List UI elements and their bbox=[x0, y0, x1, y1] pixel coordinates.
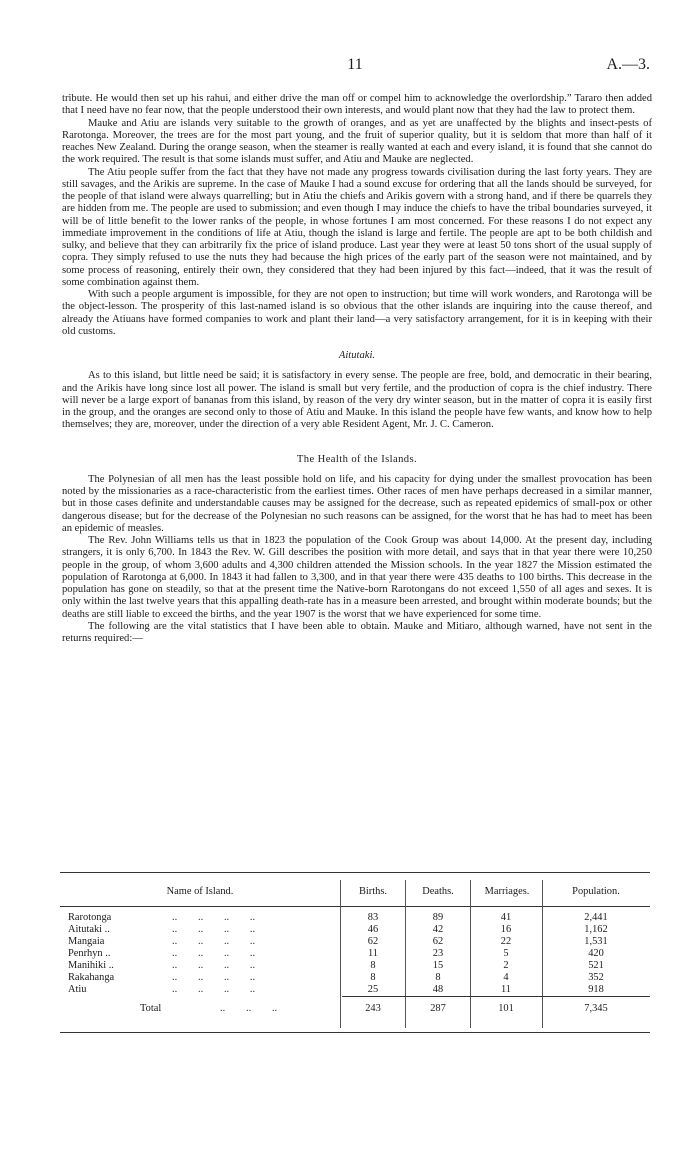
marriages-value: 41 bbox=[500, 912, 512, 923]
section-title-aitutaki: Aitutaki. bbox=[338, 350, 376, 361]
population-value: 352 bbox=[588, 972, 604, 983]
table-top-rule bbox=[60, 872, 650, 873]
leader-dots: .. .. .. .. bbox=[172, 936, 256, 947]
leader-dots: .. .. .. .. bbox=[172, 948, 256, 959]
table-total-row bbox=[60, 1003, 650, 1015]
leader-dots: .. .. .. .. bbox=[172, 960, 256, 971]
deaths-value: 23 bbox=[432, 948, 444, 959]
births-value: 8 bbox=[370, 972, 376, 983]
table-row bbox=[60, 912, 650, 924]
table-row bbox=[60, 924, 650, 936]
body-text bbox=[62, 93, 652, 645]
total-population: 7,345 bbox=[584, 1003, 608, 1014]
paragraph: The Atiu people suffer from the fact that they have not made any progress towards civilisation during the last forty years. They are still savages, and the Arikis are supreme. In the case of Mauke I had a sound excuse for ordering that all the lands should be surveyed, for the people of that island were always quarrelling; but in Atiu the chiefs and Arikis govern with a strong hand, and if there be quarrels they are hidden from me. The people are used to submission; and even though I may induce the chiefs to have the tribal boundaries surveyed, it will be of little benefit to the lower ranks of the people, in whose fortunes I am most concerned. For these reasons I do not expect any immediate improvement in the conditions of life at Atiu, though the island is large and fertile. The people are apt to be both childish and sulky, and believe that they can arbitrarily fix the price of island produce. Last year they were at least 50 tons short of the usual supply of copra. They simply refused to use the nuts they had because the high prices of the early part of the season were not maintained, and by some process of reasoning, entirely their own, they considered that they had been injured by this fact—indeed, that it was the result of some combination against them. bbox=[62, 166, 652, 288]
paragraph: As to this island, but little need be said; it is satisfactory in every sense. The people are free, bold, and democratic in their bearing, and the Arikis have long since lost all power. The island is small but very fertile, and the production of copra is the chief industry. There will never be a large export of bananas from this island, by reason of the very dry winter season, but in the matter of copra it is easily first in the group, and the oranges are second only to those of Atiu and Mauke. In this island the people have few wants, and know how to help themselves; they are, moreover, under the direction of a very able Resident Agent, Mr. J. C. Cameron. bbox=[62, 370, 652, 431]
island-name: Mangaia bbox=[68, 936, 105, 947]
table-header-rule bbox=[60, 906, 650, 907]
total-label: Total bbox=[140, 1003, 162, 1014]
island-name: Rarotonga bbox=[68, 912, 112, 923]
section-title-health: The Health of the Islands. bbox=[296, 453, 418, 465]
page-number: 11 bbox=[347, 56, 363, 73]
document-reference: A.—3. bbox=[606, 56, 650, 73]
population-value: 521 bbox=[588, 960, 604, 971]
header-name-of-island: Name of Island. bbox=[166, 886, 234, 897]
marriages-value: 4 bbox=[503, 972, 509, 983]
population-value: 420 bbox=[588, 948, 604, 959]
deaths-value: 8 bbox=[435, 972, 441, 983]
deaths-value: 42 bbox=[432, 924, 444, 935]
births-value: 25 bbox=[367, 984, 379, 995]
deaths-value: 15 bbox=[432, 960, 444, 971]
population-value: 2,441 bbox=[584, 912, 608, 923]
deaths-value: 48 bbox=[432, 984, 444, 995]
table-bottom-rule bbox=[60, 1032, 650, 1033]
births-value: 46 bbox=[367, 924, 379, 935]
marriages-value: 2 bbox=[503, 960, 509, 971]
island-name: Rakahanga bbox=[68, 972, 115, 983]
table-row bbox=[60, 984, 650, 996]
paragraph: The following are the vital statistics that I have been able to obtain. Mauke and Mitiaro, although warned, have not sent in the returns required:— bbox=[62, 620, 652, 644]
leader-dots: .. .. .. .. bbox=[172, 984, 256, 995]
births-value: 11 bbox=[367, 948, 378, 959]
population-value: 918 bbox=[588, 984, 604, 995]
births-value: 83 bbox=[367, 912, 379, 923]
population-value: 1,162 bbox=[584, 924, 608, 935]
header-deaths: Deaths. bbox=[422, 886, 454, 897]
island-name: Atiu bbox=[68, 984, 87, 995]
marriages-value: 16 bbox=[500, 924, 512, 935]
marriages-value: 11 bbox=[500, 984, 511, 995]
island-name: Aitutaki .. bbox=[68, 924, 110, 935]
paragraph: Mauke and Atiu are islands very suitable to the growth of oranges, and as yet are unaffected by the blights and insect-pests of Rarotonga. Moreover, the trees are for the most part young, and the fruit of superior quality, but it is seldom that more than half of it reaches New Zealand. During the orange season, when the steamer is really wanted at each and every island, it is found that she cannot do the work required. The result is that some islands must suffer, and Atiu and Mauke are neglected. bbox=[62, 117, 652, 166]
table-row bbox=[60, 960, 650, 972]
header-population: Population. bbox=[572, 886, 620, 897]
deaths-value: 89 bbox=[432, 912, 444, 923]
births-value: 8 bbox=[370, 960, 376, 971]
population-value: 1,531 bbox=[584, 936, 608, 947]
table-row bbox=[60, 972, 650, 984]
island-name: Penrhyn .. bbox=[68, 948, 111, 959]
table-row bbox=[60, 948, 650, 960]
total-rule bbox=[342, 996, 650, 997]
page-header bbox=[60, 56, 650, 78]
total-deaths: 287 bbox=[430, 1003, 446, 1014]
table-row bbox=[60, 936, 650, 948]
deaths-value: 62 bbox=[432, 936, 444, 947]
paragraph: The Rev. John Williams tells us that in 1823 the population of the Cook Group was about 14,000. At the present day, including strangers, it is only 6,700. In 1843 the Rev. W. Gill describes the position with more detail, and says that in that year there were 10,250 people in the group, of whom 3,600 adults and 4,300 children attended the Mission schools. In the year 1827 the Mission estimated the population of Rarotonga at 6,000. In 1843 it had fallen to 3,300, and in that year there were 435 deaths to 100 births. This decrease in the population has gone on steadily, so that at the present time the Native-born Rarotongans do not exceed 1,550 of all ages and sexes. It is only within the last twelve years that this appalling death-rate has in a measure been arrested, and brought within moderate bounds; but the deaths are still liable to exceed the births, and the year 1907 is the worst that we have experienced for some time. bbox=[62, 535, 652, 620]
paragraph: The Polynesian of all men has the least possible hold on life, and his capacity for dying under the smallest provocation has been noted by the missionaries as a race-characteristic from the earliest times. Other races of men have perhaps decreased in a similar manner, but in those cases definite and understandable causes may be assigned for the decrease, such as repeated epidemics of small-pox or other dangerous disease; but for the decrease of the Polynesian no such reasons can be assigned, for the worst that he has had to meet has been an epidemic of measles. bbox=[62, 473, 652, 534]
leader-dots: .. .. .. .. bbox=[172, 912, 256, 923]
leader-dots: .. .. .. bbox=[220, 1003, 278, 1014]
paragraph: With such a people argument is impossible, for they are not open to instruction; but time will work wonders, and Rarotonga will be the object-lesson. The prosperity of this last-named island is so obvious that the other islands are inquiring into the cause thereof, and already the Atiuans have formed companies to work and plant their land—a very satisfactory arrangement, for it is in keeping with their old customs. bbox=[62, 289, 652, 337]
header-marriages: Marriages. bbox=[484, 886, 530, 897]
marriages-value: 22 bbox=[500, 936, 512, 947]
leader-dots: .. .. .. .. bbox=[172, 972, 256, 983]
header-births: Births. bbox=[358, 886, 387, 897]
paragraph: tribute. He would then set up his rahui, and either drive the man off or compel him to acknowledge the overlordship.” Tararo then added that I need have no fear now, that the people understood their own interests, and would plant now that they had the law to protect them. bbox=[62, 93, 652, 117]
leader-dots: .. .. .. .. bbox=[172, 924, 256, 935]
births-value: 62 bbox=[367, 936, 379, 947]
total-births: 243 bbox=[365, 1003, 381, 1014]
total-marriages: 101 bbox=[498, 1003, 514, 1014]
island-name: Manihiki .. bbox=[68, 960, 114, 971]
marriages-value: 5 bbox=[503, 948, 509, 959]
